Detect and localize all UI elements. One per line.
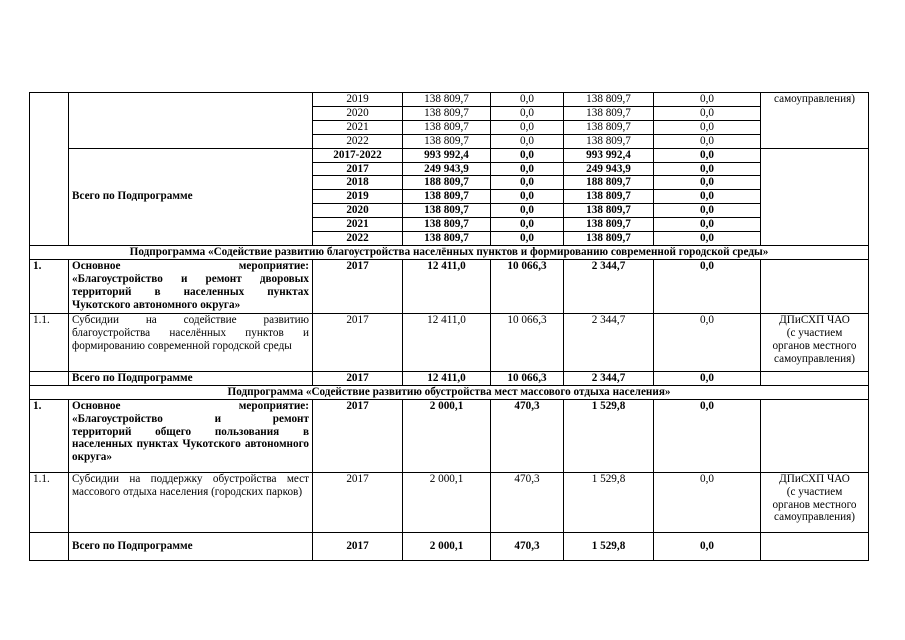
table-row <box>30 148 869 162</box>
year-cell: 2020 <box>313 106 403 120</box>
table-row <box>30 93 869 107</box>
federal-cell: 0,0 <box>491 162 564 176</box>
measure-name-line: Основное мероприятие: <box>72 399 309 412</box>
local-cell: 0,0 <box>654 134 761 148</box>
regional-cell: 2 344,7 <box>564 371 654 385</box>
year-cell: 2017 <box>313 472 403 532</box>
year-cell: 2017 <box>313 399 403 472</box>
measure-name <box>69 399 313 472</box>
regional-cell: 138 809,7 <box>564 204 654 218</box>
total-cell: 188 809,7 <box>403 176 491 190</box>
total-cell: 12 411,0 <box>403 313 491 371</box>
total-cell: 138 809,7 <box>403 218 491 232</box>
year-cell: 2017 <box>313 162 403 176</box>
local-cell: 0,0 <box>654 162 761 176</box>
year-cell: 2022 <box>313 134 403 148</box>
num-cell-empty <box>30 93 69 149</box>
regional-cell: 993 992,4 <box>564 148 654 162</box>
row-number: 1. <box>30 259 69 313</box>
federal-cell: 0,0 <box>491 218 564 232</box>
federal-cell: 470,3 <box>491 399 564 472</box>
subprogram-title: Подпрограмма «Содействие развитию обустройства мест массового отдыха населения» <box>30 385 869 399</box>
year-cell: 2019 <box>313 190 403 204</box>
total-cell: 138 809,7 <box>403 93 491 107</box>
federal-cell: 10 066,3 <box>491 259 564 313</box>
row-number-empty <box>30 532 69 560</box>
year-cell: 2021 <box>313 120 403 134</box>
year-cell: 2020 <box>313 204 403 218</box>
subprogram-total-label: Всего по Подпрограмме <box>69 371 313 385</box>
table-row <box>30 313 869 371</box>
local-cell: 0,0 <box>654 148 761 162</box>
executor-cell <box>761 313 869 371</box>
executor-cell <box>761 472 869 532</box>
regional-cell: 138 809,7 <box>564 106 654 120</box>
total-cell: 138 809,7 <box>403 204 491 218</box>
executor-cell-empty <box>761 399 869 472</box>
executor-line: самоуправления) <box>774 511 855 524</box>
row-number-empty <box>30 371 69 385</box>
regional-cell: 138 809,7 <box>564 93 654 107</box>
table-row <box>30 371 869 385</box>
total-cell: 2 000,1 <box>403 399 491 472</box>
local-cell: 0,0 <box>654 232 761 246</box>
measure-name-rest: «Благоустройство и ремонт дворовых территорий в населенных пунктах Чукотского автономного округа» <box>72 272 309 311</box>
executor-line: ДПиСХП ЧАО <box>779 472 850 485</box>
local-cell: 0,0 <box>654 204 761 218</box>
local-cell: 0,0 <box>654 371 761 385</box>
year-cell: 2017 <box>313 259 403 313</box>
total-cell: 138 809,7 <box>403 232 491 246</box>
row-number: 1.1. <box>30 472 69 532</box>
federal-cell: 0,0 <box>491 93 564 107</box>
regional-cell: 138 809,7 <box>564 134 654 148</box>
executor-line: (с участием <box>786 326 843 339</box>
federal-cell: 0,0 <box>491 120 564 134</box>
local-cell: 0,0 <box>654 93 761 107</box>
year-cell: 2021 <box>313 218 403 232</box>
federal-cell: 0,0 <box>491 106 564 120</box>
table-row <box>30 259 869 313</box>
table-row <box>30 399 869 472</box>
num-cell-empty <box>30 148 69 245</box>
executor-line: органов местного <box>772 339 857 352</box>
regional-cell: 138 809,7 <box>564 120 654 134</box>
row-number: 1. <box>30 399 69 472</box>
executor-line: ДПиСХП ЧАО <box>779 313 850 326</box>
regional-cell: 188 809,7 <box>564 176 654 190</box>
local-cell: 0,0 <box>654 259 761 313</box>
regional-cell: 2 344,7 <box>564 313 654 371</box>
local-cell: 0,0 <box>654 313 761 371</box>
year-cell: 2017 <box>313 313 403 371</box>
measure-name-rest: территорий общего пользования в населенных пунктах Чукотского автономного округа» <box>72 425 309 464</box>
total-cell: 249 943,9 <box>403 162 491 176</box>
subprogram-title: Подпрограмма «Содействие развитию благоустройства населённых пунктов и формированию современной городской среды» <box>30 245 869 259</box>
measure-name: Субсидии на содействие развитию благоустройства населённых пунктов и формированию современной городской среды <box>69 313 313 371</box>
year-cell: 2017 <box>313 371 403 385</box>
executor-line: (с участием <box>786 485 843 498</box>
local-cell: 0,0 <box>654 190 761 204</box>
executor-cell-empty <box>761 371 869 385</box>
federal-cell: 0,0 <box>491 204 564 218</box>
regional-cell: 138 809,7 <box>564 190 654 204</box>
year-cell: 2019 <box>313 93 403 107</box>
local-cell: 0,0 <box>654 472 761 532</box>
federal-cell: 10 066,3 <box>491 371 564 385</box>
regional-cell: 2 344,7 <box>564 259 654 313</box>
local-cell: 0,0 <box>654 176 761 190</box>
local-cell: 0,0 <box>654 120 761 134</box>
total-cell: 2 000,1 <box>403 532 491 560</box>
total-cell: 12 411,0 <box>403 259 491 313</box>
executor-cell-empty <box>761 532 869 560</box>
regional-cell: 138 809,7 <box>564 232 654 246</box>
subprogram-total-label: Всего по Подпрограмме <box>69 532 313 560</box>
local-cell: 0,0 <box>654 218 761 232</box>
budget-table <box>29 92 869 561</box>
executor-cell-empty <box>761 259 869 313</box>
federal-cell: 470,3 <box>491 472 564 532</box>
regional-cell: 1 529,8 <box>564 472 654 532</box>
local-cell: 0,0 <box>654 106 761 120</box>
executor-line: органов местного <box>772 498 857 511</box>
subprogram-total-label: Всего по Подпрограмме <box>69 148 313 245</box>
total-cell: 138 809,7 <box>403 120 491 134</box>
total-cell: 2 000,1 <box>403 472 491 532</box>
federal-cell: 10 066,3 <box>491 313 564 371</box>
row-number: 1.1. <box>30 313 69 371</box>
regional-cell: 138 809,7 <box>564 218 654 232</box>
year-cell: 2017-2022 <box>313 148 403 162</box>
measure-name <box>69 259 313 313</box>
table-row <box>30 532 869 560</box>
regional-cell: 1 529,8 <box>564 399 654 472</box>
total-cell: 138 809,7 <box>403 106 491 120</box>
regional-cell: 249 943,9 <box>564 162 654 176</box>
section-row <box>30 385 869 399</box>
local-cell: 0,0 <box>654 399 761 472</box>
measure-name: Субсидии на поддержку обустройства мест массового отдыха населения (городских парков) <box>69 472 313 532</box>
federal-cell: 0,0 <box>491 232 564 246</box>
section-row <box>30 245 869 259</box>
name-cell-empty <box>69 93 313 149</box>
executor-cell: самоуправления) <box>761 93 869 149</box>
total-cell: 12 411,0 <box>403 371 491 385</box>
measure-name-line: «Благоустройство и ремонт <box>72 412 309 425</box>
regional-cell: 1 529,8 <box>564 532 654 560</box>
measure-name-line: Основное мероприятие: <box>72 259 309 272</box>
federal-cell: 0,0 <box>491 176 564 190</box>
federal-cell: 0,0 <box>491 134 564 148</box>
year-cell: 2022 <box>313 232 403 246</box>
federal-cell: 0,0 <box>491 148 564 162</box>
table-row <box>30 472 869 532</box>
total-cell: 993 992,4 <box>403 148 491 162</box>
year-cell: 2017 <box>313 532 403 560</box>
federal-cell: 0,0 <box>491 190 564 204</box>
total-cell: 138 809,7 <box>403 190 491 204</box>
year-cell: 2018 <box>313 176 403 190</box>
total-cell: 138 809,7 <box>403 134 491 148</box>
federal-cell: 470,3 <box>491 532 564 560</box>
local-cell: 0,0 <box>654 532 761 560</box>
executor-cell-empty <box>761 148 869 245</box>
executor-line: самоуправления) <box>774 352 855 365</box>
